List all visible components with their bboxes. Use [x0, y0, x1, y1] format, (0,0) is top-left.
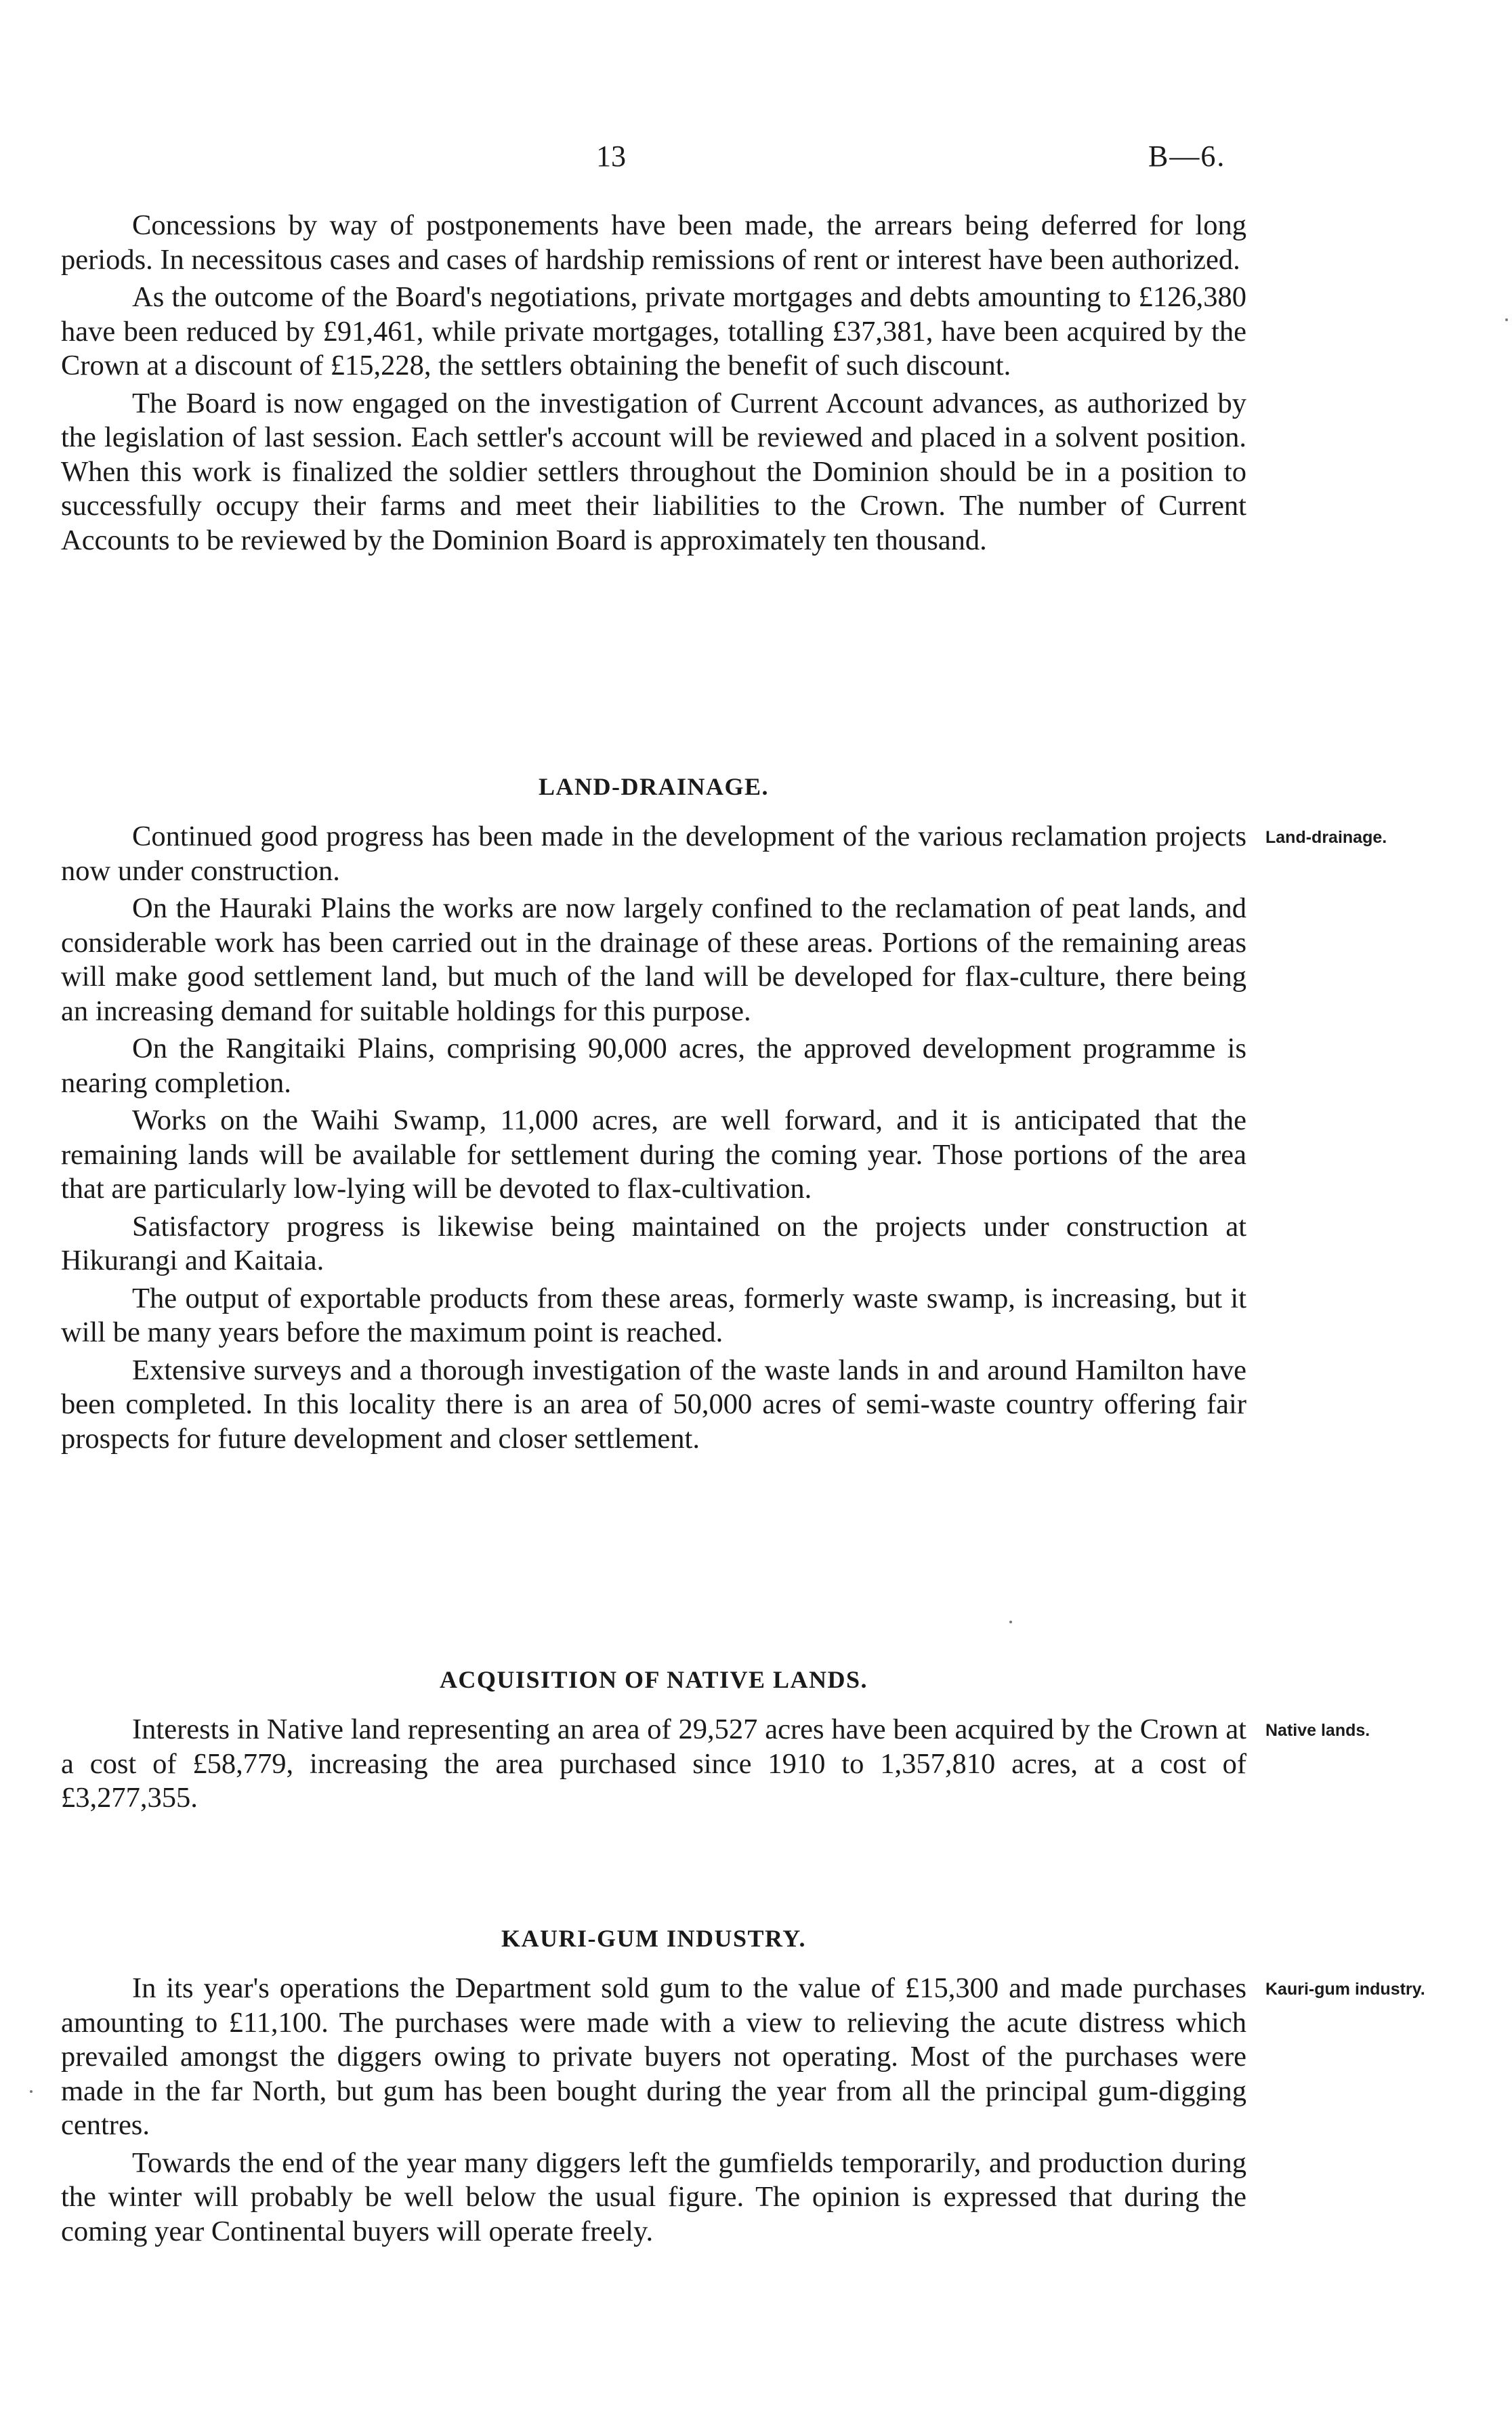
native-lands-section [61, 1665, 1246, 1816]
land-drainage-paragraph: On the Rangitaiki Plains, comprising 90,000 acres, the approved development programme is nearing completion. [61, 1033, 1246, 1099]
document-reference: B—6. [1148, 140, 1226, 173]
land-drainage-heading: LAND-DRAINAGE. [538, 773, 769, 800]
land-drainage-section [61, 772, 1246, 1456]
scan-speck [30, 2090, 33, 2093]
native-lands-paragraph: Interests in Native land representing an area of 29,527 acres have been acquired by the Crown at a cost of £58,779, increasing the area purchased since 1910 to 1,357,810 acres, at a cost of £3,277,355. [61, 1713, 1246, 1814]
scan-speck [1505, 318, 1508, 321]
side-note-native-lands: Native lands. [1265, 1721, 1370, 1740]
intro-section [61, 209, 1246, 558]
page-header [0, 139, 1512, 180]
kauri-gum-paragraph: Towards the end of the year many diggers left the gumfields temporarily, and production during the winter will probably be well below the usual figure. The opinion is expressed that during the coming year Continental buyers will operate freely. [61, 2146, 1246, 2247]
intro-paragraph-current-accounts: The Board is now engaged on the investigation of Current Account advances, as authorized by the legislation of last session. Each settler's account will be reviewed and placed in a solvent position. When this work is finalized the soldier settlers throughout the Dominion should be in a position to successfully occupy their farms and meet their liabilities to the Crown. The number of Current Accounts to be reviewed by the Dominion Board is approximately ten thousand. [61, 387, 1246, 556]
land-drainage-paragraph: Extensive surveys and a thorough investigation of the waste lands in and around Hamilton have been completed. In this locality there is an area of 50,000 acres of semi-waste country offering fair prospects for future development and closer settlement. [61, 1354, 1246, 1455]
kauri-gum-paragraph: In its year's operations the Department sold gum to the value of £15,300 and made purchases amounting to £11,100. The purchases were made with a view to relieving the acute distress which prevailed amongst the diggers owing to private buyers not operating. Most of the purchases were made in the far North, but gum has been bought during the year from all the principal gum-digging centres. [61, 1972, 1246, 2141]
side-note-kauri-gum: Kauri-gum industry. [1265, 1980, 1425, 1999]
land-drainage-paragraph: Works on the Waihi Swamp, 11,000 acres, are well forward, and it is anticipated that the remaining lands will be available for settlement during the coming year. Those portions of the area that are particularly low-lying will be devoted to flax-cultivation. [61, 1104, 1246, 1205]
intro-paragraph-concessions: Concessions by way of postponements have been made, the arrears being deferred for long periods. In necessitous cases and cases of hardship remissions of rent or interest have been authorized. [61, 209, 1246, 276]
page-number: 13 [596, 140, 626, 173]
kauri-gum-heading: KAURI-GUM INDUSTRY. [501, 1925, 806, 1952]
native-lands-heading: ACQUISITION OF NATIVE LANDS. [439, 1666, 868, 1693]
scan-speck [1009, 1621, 1012, 1623]
land-drainage-paragraph: On the Hauraki Plains the works are now largely confined to the reclamation of peat lands, and considerable work has been carried out in the drainage of these areas. Portions of the remaining areas will make good settlement land, but much of the land will be developed for flax-culture, there being an increasing demand for suitable holdings for this purpose. [61, 892, 1246, 1027]
land-drainage-paragraph: The output of exportable products from these areas, formerly waste swamp, is increasing, but it will be many years before the maximum point is reached. [61, 1282, 1246, 1348]
land-drainage-paragraph: Satisfactory progress is likewise being maintained on the projects under construction at Hikurangi and Kaitaia. [61, 1210, 1246, 1276]
kauri-gum-section [61, 1924, 1246, 2249]
land-drainage-paragraph: Continued good progress has been made in the development of the various reclamation projects now under construction. [61, 820, 1246, 887]
intro-paragraph-mortgages: As the outcome of the Board's negotiations, private mortgages and debts amounting to £126,380 have been reduced by £91,461, while private mortgages, totalling £37,381, have been acquired by the Crown at a discount of £15,228, the settlers obtaining the benefit of such discount. [61, 281, 1246, 381]
side-note-land-drainage: Land-drainage. [1265, 828, 1387, 847]
